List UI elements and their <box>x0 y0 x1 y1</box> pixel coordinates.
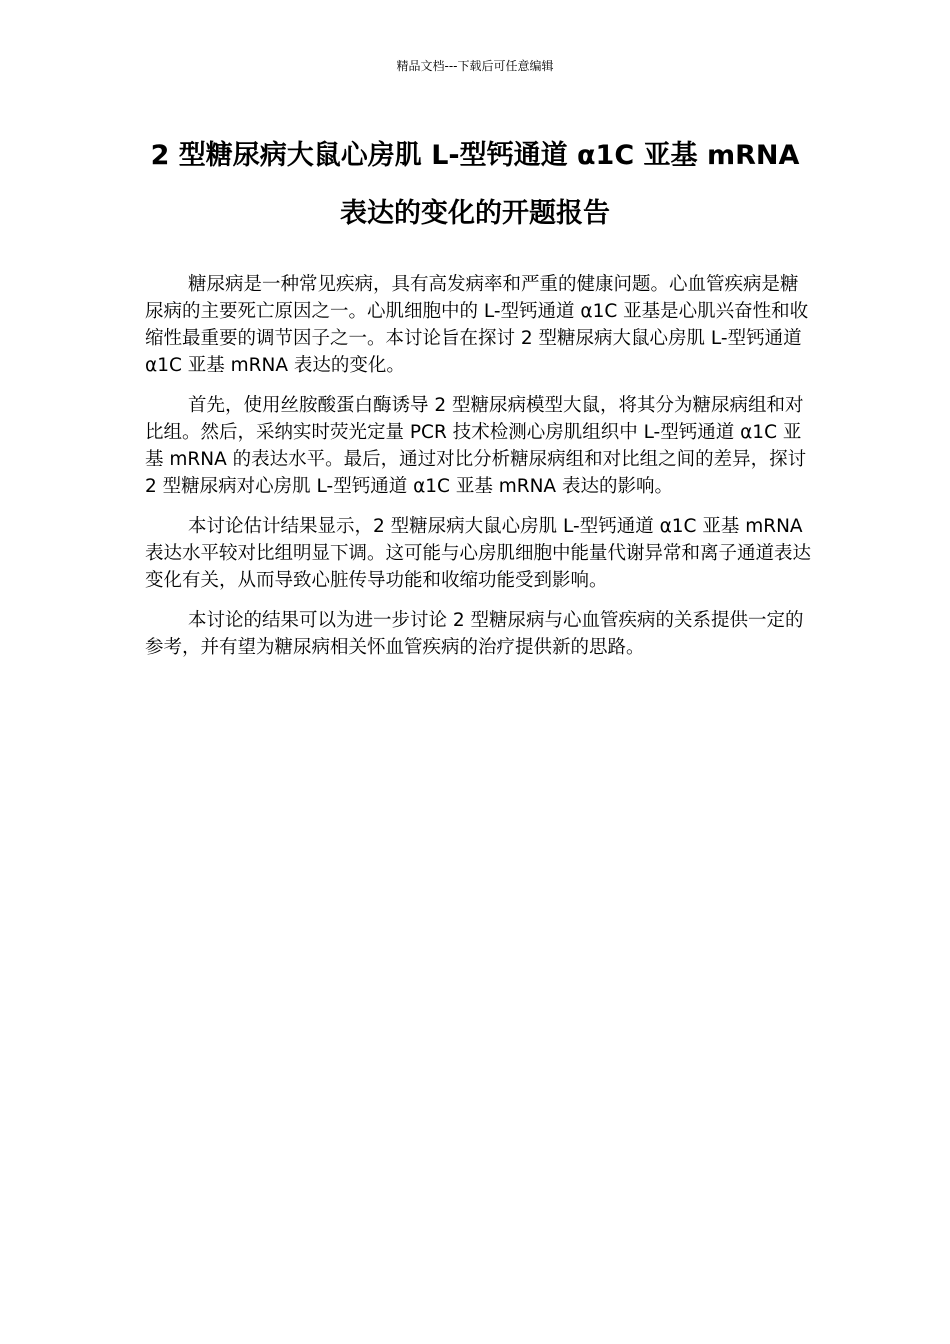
page-header: 精品文档---下载后可任意编辑 <box>396 59 554 73</box>
paragraph-3: 本讨论估计结果显示，2 型糖尿病大鼠心房肌 L-型钙通道 α1C 亚基 mRNA 表达水平较对比组明显下调。这可能与心房肌细胞中能量代谢异常和离子通道表达变化有关，从而导致心脏传导功能和收缩功能受到影响。 <box>145 516 812 591</box>
title-line-1: 2 型糖尿病大鼠心房肌 L-型钙通道 α1C 亚基 mRNA <box>150 140 800 171</box>
document-title <box>0 138 950 232</box>
paragraph-2: 首先，使用丝胺酸蛋白酶诱导 2 型糖尿病模型大鼠，将其分为糖尿病组和对比组。然后，采纳实时荧光定量 PCR 技术检测心房肌组织中 L-型钙通道 α1C 亚基 mRNA 的表达水平。最后，通过对比分析糖尿病组和对比组之间的差异，探讨 2 型糖尿病对心房肌 L-型钙通道 α1C 亚基 mRNA 表达的影响。 <box>145 395 807 497</box>
title-line-2: 表达的变化的开题报告 <box>340 198 610 229</box>
paragraph-4: 本讨论的结果可以为进一步讨论 2 型糖尿病与心血管疾病的关系提供一定的参考，并有望为糖尿病相关怀血管疾病的治疗提供新的思路。 <box>145 610 804 658</box>
document-body <box>145 271 813 674</box>
paragraph-1: 糖尿病是一种常见疾病，具有高发病率和严重的健康问题。心血管疾病是糖尿病的主要死亡原因之一。心肌细胞中的 L-型钙通道 α1C 亚基是心肌兴奋性和收缩性最重要的调节因子之一。本讨论旨在探讨 2 型糖尿病大鼠心房肌 L-型钙通道 α1C 亚基 mRNA 表达的变化。 <box>145 274 809 376</box>
